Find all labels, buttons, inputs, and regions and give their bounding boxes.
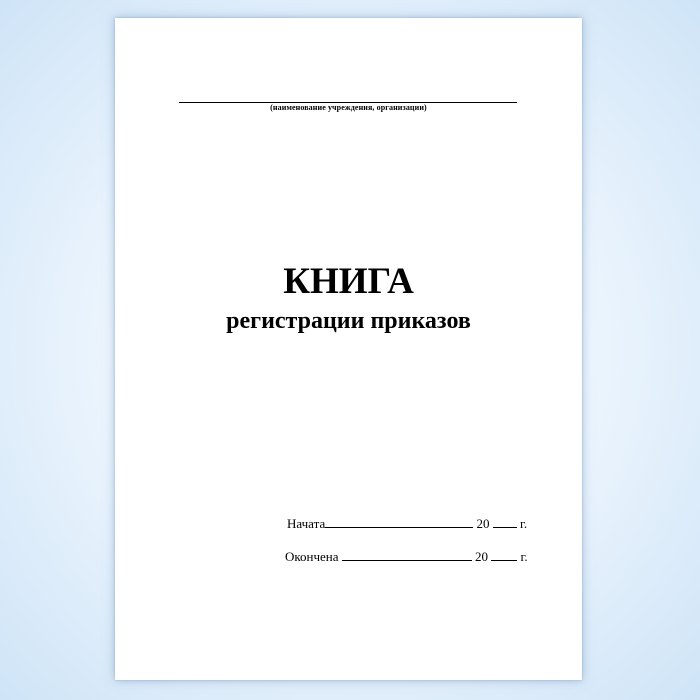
- book-title: КНИГА: [283, 261, 414, 302]
- book-subtitle: регистрации приказов: [226, 308, 471, 334]
- start-year-prefix: 20: [476, 516, 490, 531]
- start-year-blank: [493, 515, 517, 528]
- end-date-blank: [342, 548, 472, 561]
- end-year-suffix: г.: [520, 549, 528, 564]
- end-date-row: [285, 548, 528, 565]
- start-date-row: [287, 515, 527, 532]
- start-date-label: Начата: [287, 516, 326, 531]
- organization-caption: (наименование учреждения, организации): [270, 103, 427, 112]
- start-date-blank: [325, 515, 473, 528]
- document-sheet: [115, 18, 582, 680]
- end-year-blank: [491, 548, 517, 561]
- end-date-label: Окончена: [285, 549, 339, 564]
- end-year-prefix: 20: [475, 549, 489, 564]
- start-year-suffix: г.: [519, 516, 528, 531]
